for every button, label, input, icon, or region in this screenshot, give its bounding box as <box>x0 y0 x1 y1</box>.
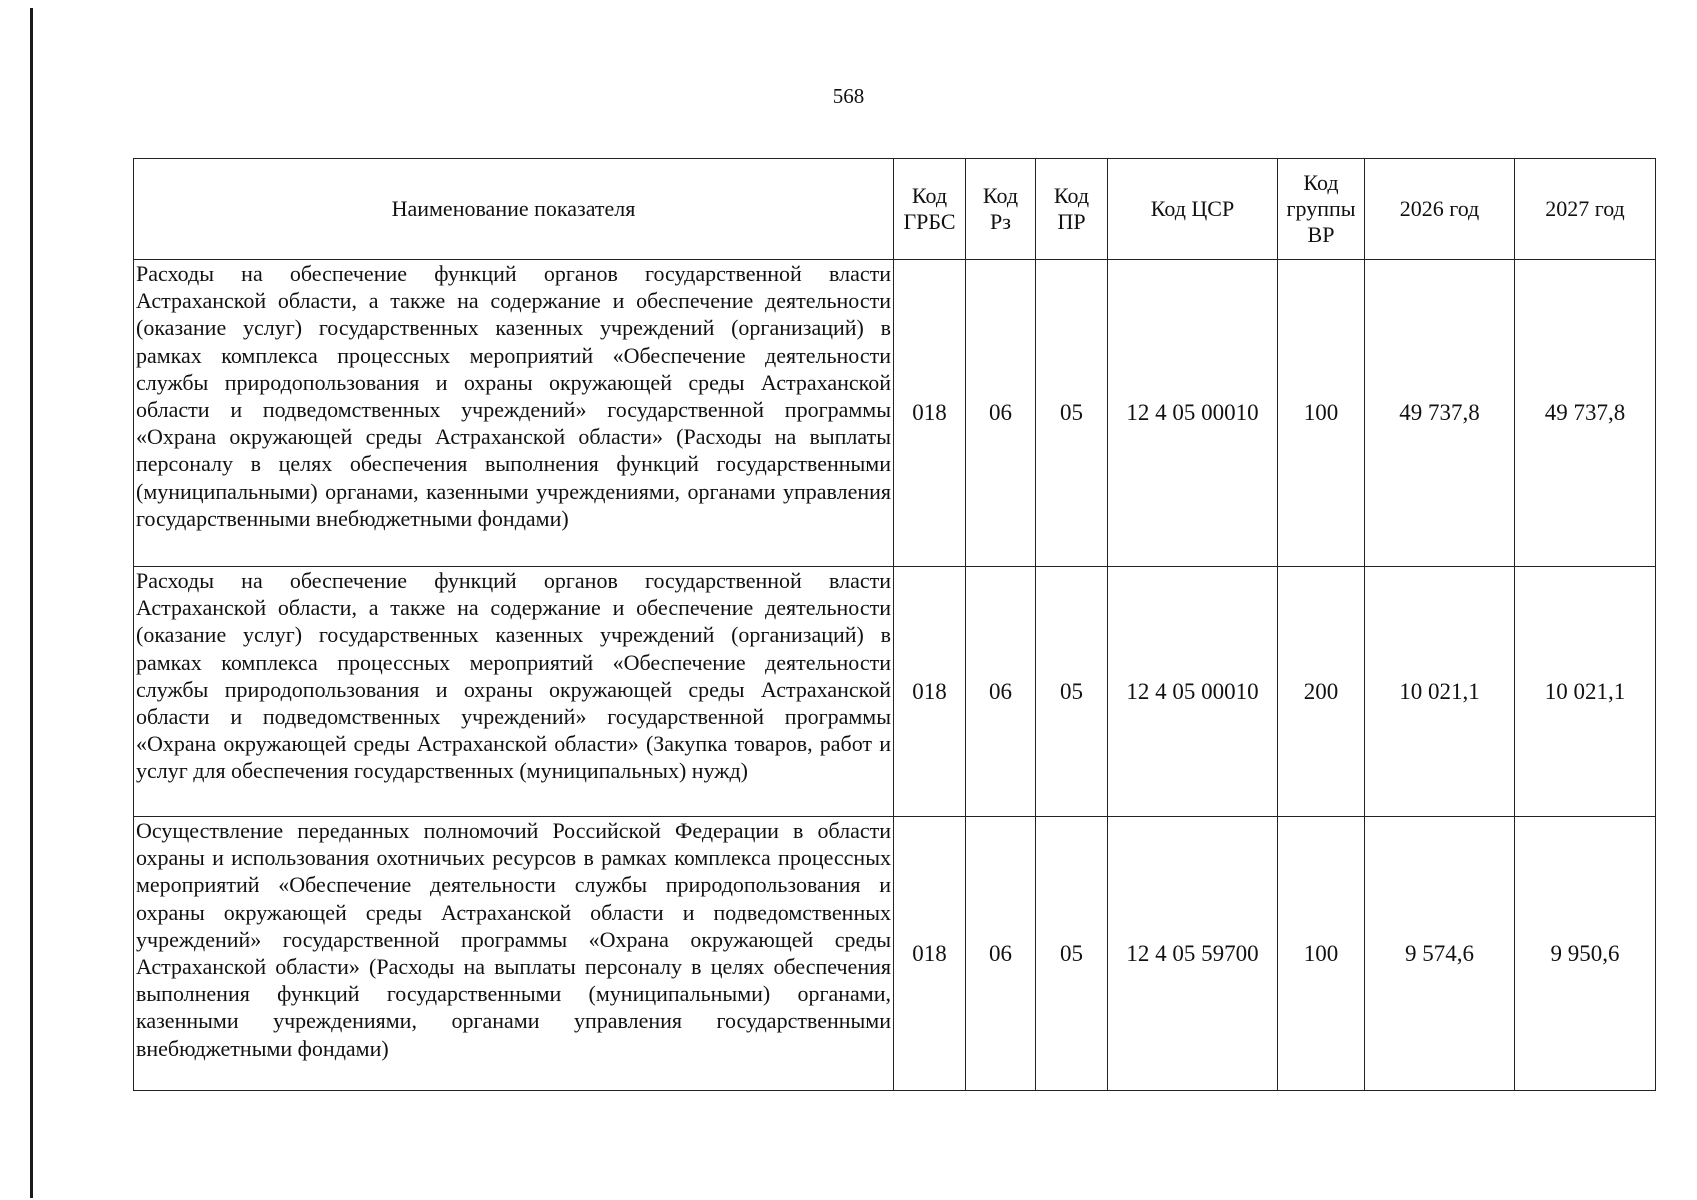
row-2026: 9 574,6 <box>1365 817 1515 1091</box>
header-2027: 2027 год <box>1515 159 1656 260</box>
binding-edge-line <box>30 8 33 1198</box>
row-csr: 12 4 05 00010 <box>1108 260 1278 567</box>
header-row <box>134 159 1656 260</box>
row-vr: 100 <box>1278 817 1365 1091</box>
row-2026: 10 021,1 <box>1365 567 1515 817</box>
row-rz: 06 <box>966 817 1036 1091</box>
row-csr: 12 4 05 00010 <box>1108 567 1278 817</box>
row-csr: 12 4 05 59700 <box>1108 817 1278 1091</box>
row-vr: 100 <box>1278 260 1365 567</box>
header-grbs: Код ГРБС <box>894 159 966 260</box>
row-pr: 05 <box>1036 817 1108 1091</box>
row-rz: 06 <box>966 260 1036 567</box>
row-grbs: 018 <box>894 817 966 1091</box>
header-name: Наименование показателя <box>134 159 894 260</box>
row-grbs: 018 <box>894 567 966 817</box>
table-row <box>134 817 1656 1091</box>
row-name: Осуществление переданных полномочий Российской Федерации в области охраны и использования охотничьих ресурсов в рамках комплекса процессных мероприятий «Обеспечение деятельности службы природопользования и охраны окружающей среды Астраханской области и подведомственных учреждений» государственной программы «Охрана окружающей среды Астраханской области» (Расходы на выплаты персоналу в целях обеспечения выполнения функций государственными (муниципальными) органами, казенными учреждениями, органами управления государственными внебюджетными фондами) <box>134 817 894 1091</box>
header-pr: Код ПР <box>1036 159 1108 260</box>
row-2027: 10 021,1 <box>1515 567 1656 817</box>
row-2027: 49 737,8 <box>1515 260 1656 567</box>
row-rz: 06 <box>966 567 1036 817</box>
row-vr: 200 <box>1278 567 1365 817</box>
row-name: Расходы на обеспечение функций органов государственной власти Астраханской области, а также на содержание и обеспечение деятельности (оказание услуг) государственных казенных учреждений (организаций) в рамках комплекса процессных мероприятий «Обеспечение деятельности службы природопользования и охраны окружающей среды Астраханской области и подведомственных учреждений» государственной программы «Охрана окружающей среды Астраханской области» (Расходы на выплаты персоналу в целях обеспечения выполнения функций государственными (муниципальными) органами, казенными учреждениями, органами управления государственными внебюджетными фондами) <box>134 260 894 567</box>
header-csr: Код ЦСР <box>1108 159 1278 260</box>
table-row <box>134 260 1656 567</box>
page-number: 568 <box>832 84 865 108</box>
budget-table <box>133 158 1656 1091</box>
row-2027: 9 950,6 <box>1515 817 1656 1091</box>
row-pr: 05 <box>1036 567 1108 817</box>
header-2026: 2026 год <box>1365 159 1515 260</box>
row-grbs: 018 <box>894 260 966 567</box>
row-pr: 05 <box>1036 260 1108 567</box>
header-vr: Код группы ВР <box>1278 159 1365 260</box>
row-name: Расходы на обеспечение функций органов государственной власти Астраханской области, а также на содержание и обеспечение деятельности (оказание услуг) государственных казенных учреждений (организаций) в рамках комплекса процессных мероприятий «Обеспечение деятельности службы природопользования и охраны окружающей среды Астраханской области и подведомственных учреждений» государственной программы «Охрана окружающей среды Астраханской области» (Закупка товаров, работ и услуг для обеспечения государственных (муниципальных) нужд) <box>134 567 894 817</box>
table-row <box>134 567 1656 817</box>
header-rz: Код Рз <box>966 159 1036 260</box>
row-2026: 49 737,8 <box>1365 260 1515 567</box>
